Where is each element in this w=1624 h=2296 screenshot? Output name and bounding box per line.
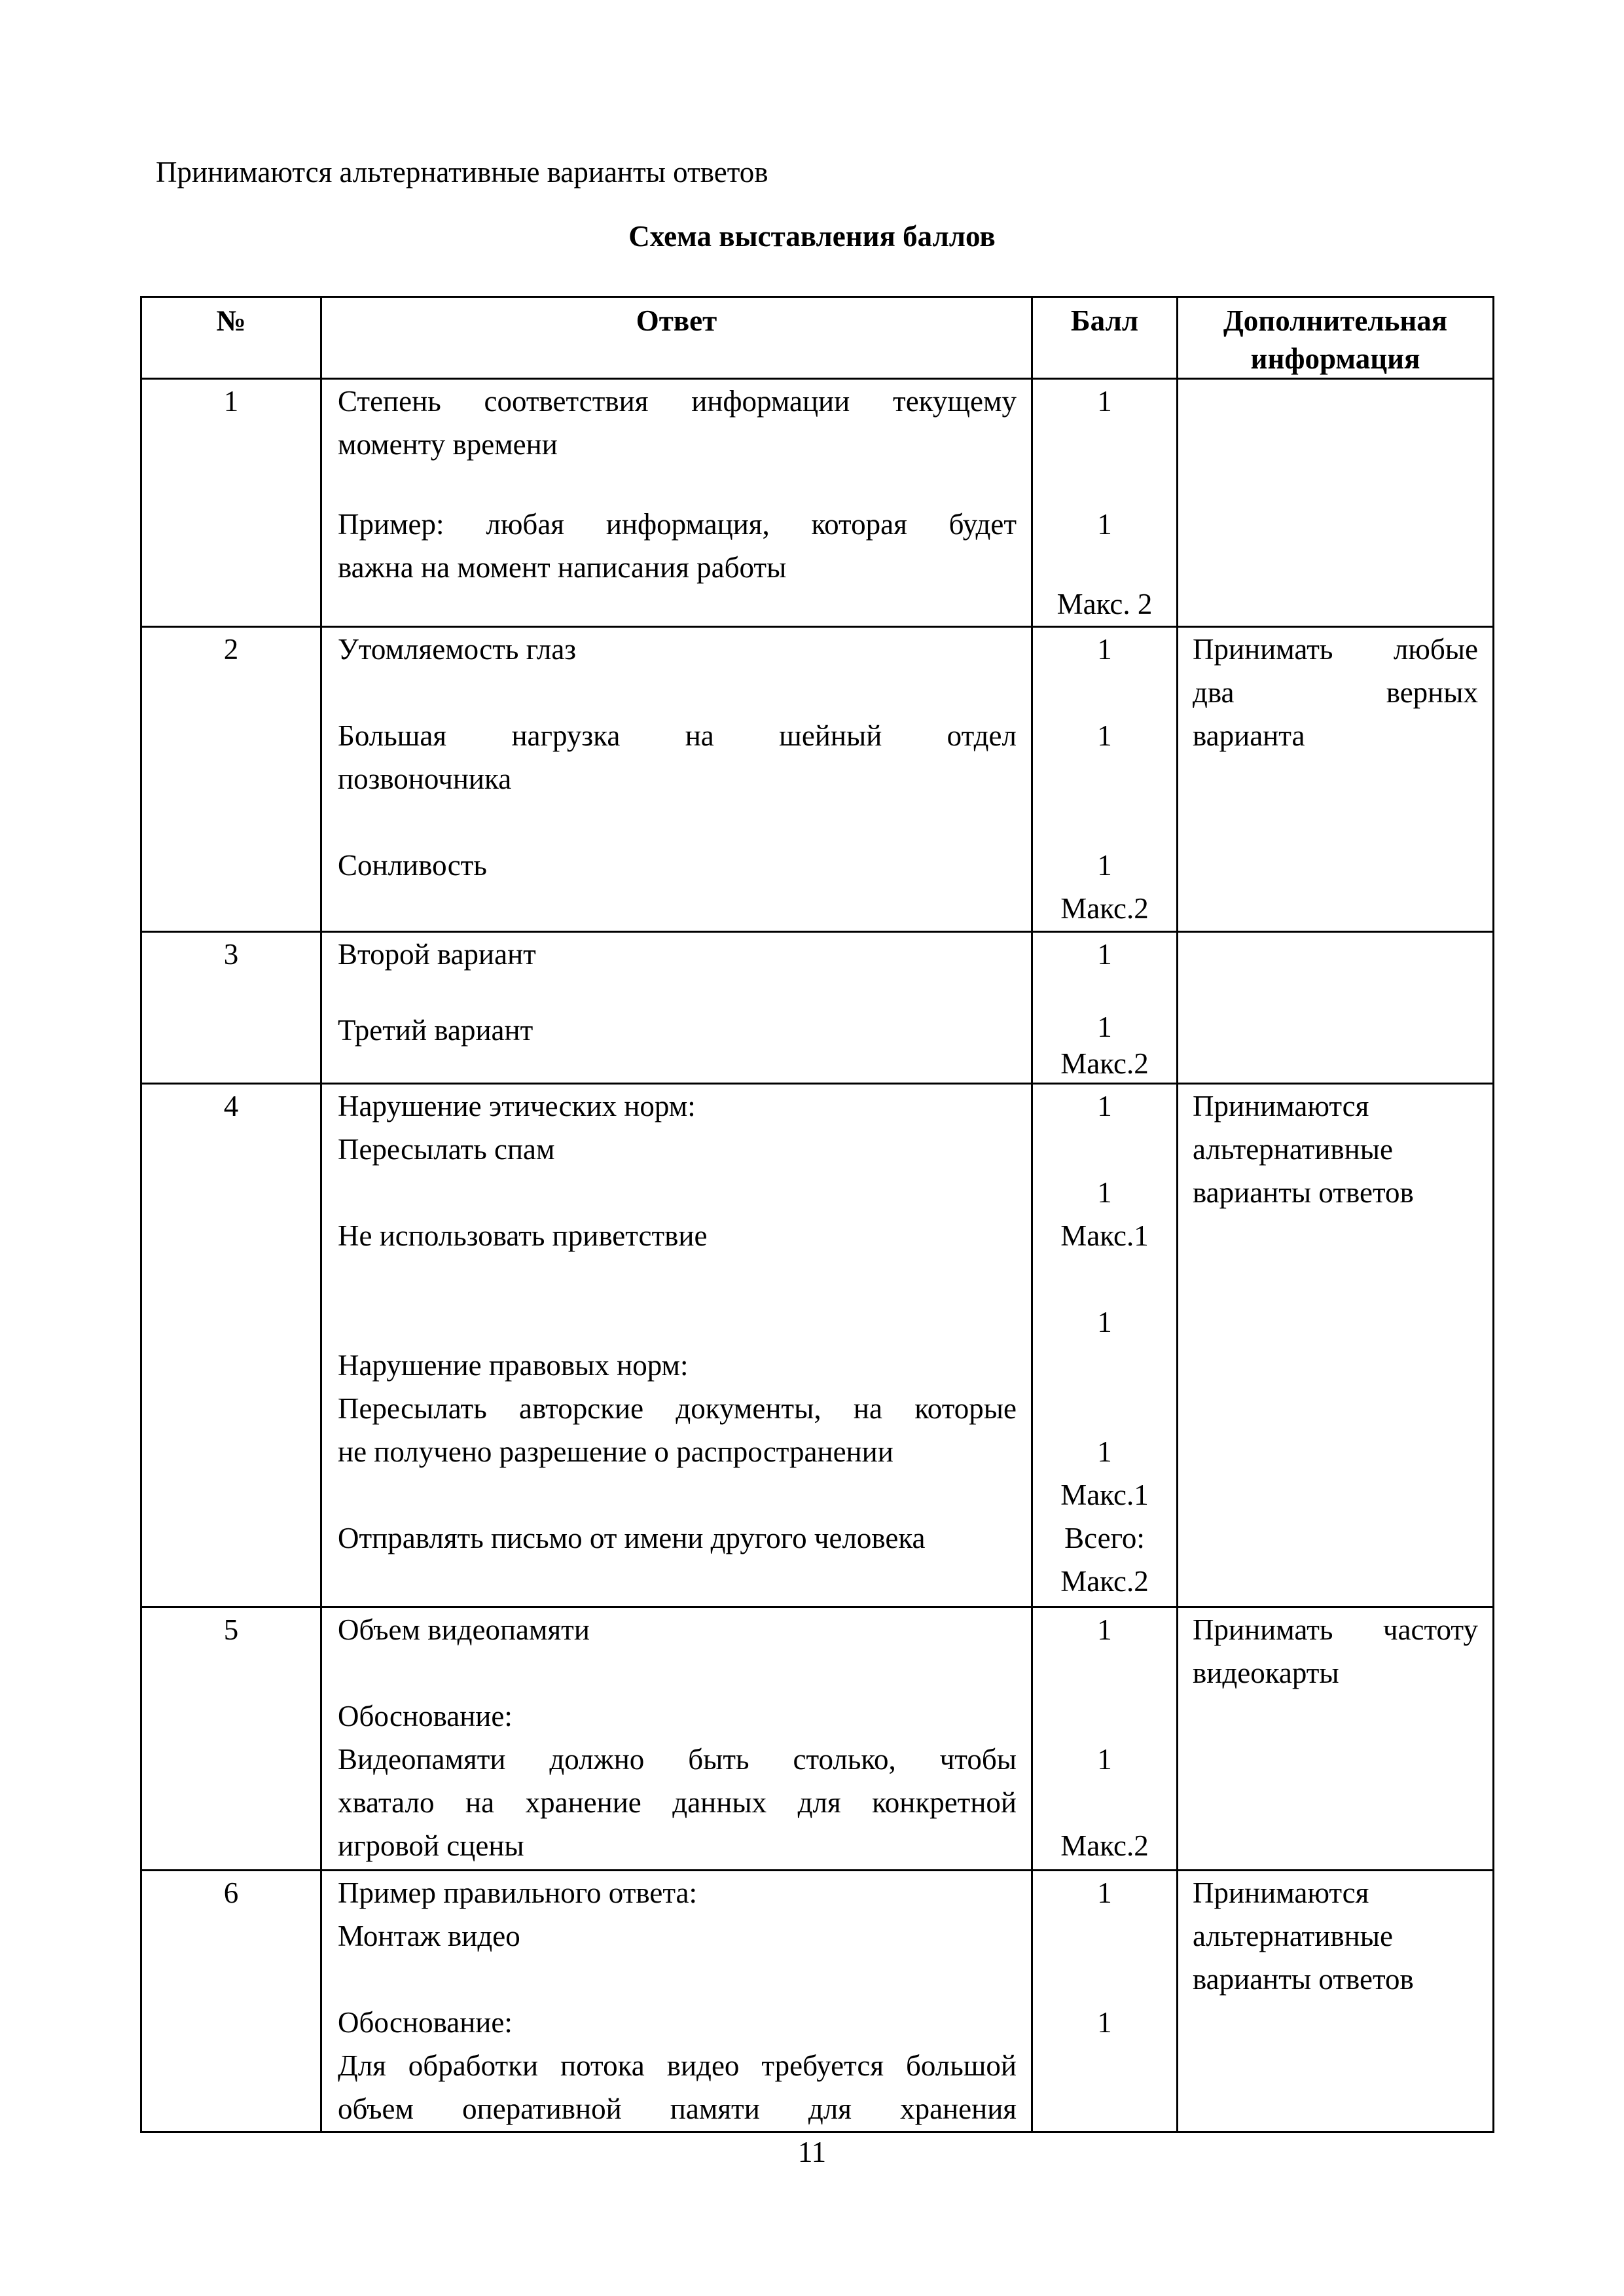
info-cell — [1178, 932, 1494, 1084]
table-row — [141, 1607, 1494, 1871]
score-cell: 1 1 Макс.1 1 1 Макс.1 Всего: Макс.2 — [1032, 1084, 1178, 1607]
table-row — [141, 932, 1494, 1084]
header-info: Дополнительная информация — [1178, 297, 1494, 379]
table-row — [141, 379, 1494, 627]
row-number: 3 — [141, 932, 321, 1084]
table-row — [141, 627, 1494, 932]
table-title: Схема выставления баллов — [628, 220, 996, 253]
info-cell: Принимать частоту видеокарты — [1178, 1607, 1494, 1871]
scoring-table — [140, 296, 1494, 2133]
header-answer: Ответ — [321, 297, 1032, 379]
answer-cell: Объем видеопамяти Обоснование: Видеопамяти должно быть столько, чтобы хватало на хранение данных для конкретной игровой сцены — [321, 1607, 1032, 1871]
score-cell: 1 1 — [1032, 1871, 1178, 2132]
answer-cell: Степень соответствия информации текущему моменту времени Пример: любая информация, которая будет важна на момент написания работы — [321, 379, 1032, 627]
header-score: Балл — [1032, 297, 1178, 379]
header-row — [141, 297, 1494, 379]
info-cell: Принимать любые два верных варианта — [1178, 627, 1494, 932]
header-num: № — [141, 297, 321, 379]
row-number: 1 — [141, 379, 321, 627]
answer-cell: Утомляемость глаз Большая нагрузка на шейный отдел позвоночника Сонливость — [321, 627, 1032, 932]
score-cell: 1 1 Макс.2 — [1032, 932, 1178, 1084]
answer-cell: Пример правильного ответа: Монтаж видео Обоснование: Для обработки потока видео требуется большой объем оперативной памяти для хранения — [321, 1871, 1032, 2132]
row-number: 5 — [141, 1607, 321, 1871]
info-cell — [1178, 379, 1494, 627]
table-row — [141, 1871, 1494, 2132]
intro-text: Принимаются альтернативные варианты ответов — [156, 156, 768, 188]
row-number: 2 — [141, 627, 321, 932]
answer-cell: Второй вариант Третий вариант — [321, 932, 1032, 1084]
score-cell: 1 1 Макс.2 — [1032, 1607, 1178, 1871]
info-cell: Принимаются альтернативные варианты ответов — [1178, 1871, 1494, 2132]
info-cell: Принимаются альтернативные варианты ответов — [1178, 1084, 1494, 1607]
row-number: 6 — [141, 1871, 321, 2132]
table-row — [141, 1084, 1494, 1607]
score-cell: 1 1 1 Макс.2 — [1032, 627, 1178, 932]
answer-cell: Нарушение этических норм: Пересылать спам Не использовать приветствие Нарушение правовых норм: Пересылать авторские документы, на которые не получено разрешение о распространении Отправлять письмо от имени другого человека — [321, 1084, 1032, 1607]
row-number: 4 — [141, 1084, 321, 1607]
page-number: 11 — [797, 2136, 827, 2168]
score-cell: 1 1 Макс. 2 — [1032, 379, 1178, 627]
